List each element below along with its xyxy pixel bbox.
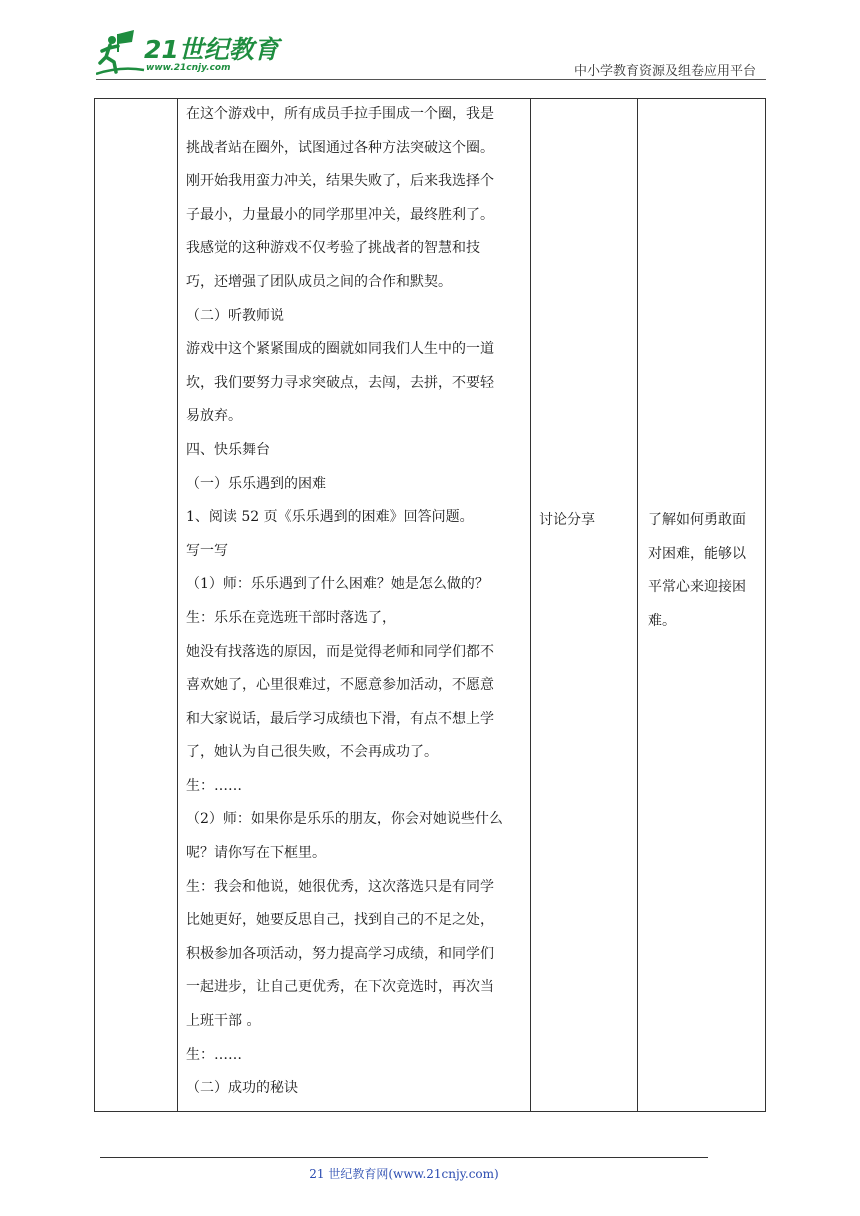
text-line: 比她更好，她要反思自己，找到自己的不足之处， bbox=[186, 912, 494, 929]
table-cell-activity bbox=[539, 504, 629, 538]
text-line: 生：…… bbox=[186, 1046, 242, 1063]
text-line: 平常心来迎接困 bbox=[648, 579, 746, 596]
text-line: 上班干部 。 bbox=[186, 1013, 261, 1030]
text-line: 在这个游戏中，所有成员手拉手围成一个圈，我是 bbox=[186, 106, 494, 122]
text-line: （二）成功的秘诀 bbox=[186, 1080, 298, 1097]
text-line: 子最小，力量最小的同学那里冲关，最终胜利了。 bbox=[186, 206, 494, 223]
text-line: 坎，我们要努力寻求突破点，去闯，去拼，不要轻 bbox=[186, 374, 494, 391]
text-line: 刚开始我用蛮力冲关，结果失败了，后来我选择个 bbox=[186, 173, 494, 190]
page-header bbox=[0, 0, 860, 90]
text-line: （1）师：乐乐遇到了什么困难？她是怎么做的？ bbox=[186, 576, 489, 593]
logo-url: www.21cnjy.com bbox=[146, 63, 231, 73]
activity-text: 讨论分享 bbox=[539, 512, 595, 528]
text-line: 生：…… bbox=[186, 777, 242, 794]
text-line: 难。 bbox=[648, 612, 676, 629]
table-column-divider bbox=[177, 98, 178, 1112]
table-column-divider bbox=[530, 98, 531, 1112]
site-logo[interactable] bbox=[96, 30, 279, 80]
text-line: 积极参加各项活动，努力提高学习成绩，和同学们 bbox=[186, 945, 494, 962]
table-cell-content bbox=[186, 98, 526, 1106]
text-line: 易放弃。 bbox=[186, 408, 242, 425]
text-line: 写一写 bbox=[186, 542, 228, 559]
text-line: 呢？请你写在下框里。 bbox=[186, 845, 326, 862]
table-cell-intent bbox=[648, 504, 763, 638]
text-line: 巧，还增强了团队成员之间的合作和默契。 bbox=[186, 273, 452, 290]
text-line: 生：我会和他说，她很优秀，这次落选只是有同学 bbox=[186, 878, 494, 895]
text-line: 生：乐乐在竞选班干部时落选了， bbox=[186, 609, 396, 626]
text-line: 挑战者站在圈外，试图通过各种方法突破这个圈。 bbox=[186, 139, 494, 156]
header-divider bbox=[96, 79, 766, 80]
text-line: （2）师：如果你是乐乐的朋友，你会对她说些什么 bbox=[186, 811, 503, 828]
text-line: 我感觉的这种游戏不仅考验了挑战者的智慧和技 bbox=[186, 240, 480, 257]
platform-title: 中小学教育资源及组卷应用平台 bbox=[573, 64, 756, 79]
footer-link[interactable]: 21 世纪教育网(www.21cnjy.com) bbox=[309, 1167, 499, 1181]
text-line: 了解如何勇敢面 bbox=[648, 512, 746, 528]
text-line: 和大家说话，最后学习成绩也下滑，有点不想上学 bbox=[186, 710, 494, 727]
text-line: 四、快乐舞台 bbox=[186, 441, 270, 458]
footer-divider bbox=[100, 1157, 708, 1158]
text-line: 一起进步，让自己更优秀，在下次竞选时，再次当 bbox=[186, 979, 494, 996]
text-line: 游戏中这个紧紧围成的圈就如同我们人生中的一道 bbox=[186, 341, 494, 358]
text-line: 对困难，能够以 bbox=[648, 545, 746, 562]
text-line: 1、阅读 52 页《乐乐遇到的困难》回答问题。 bbox=[186, 509, 474, 526]
logo-text: 21世纪教育 bbox=[144, 35, 279, 64]
text-line: 喜欢她了，心里很难过，不愿意参加活动，不愿意 bbox=[186, 677, 494, 694]
text-line: （二）听教师说 bbox=[186, 307, 284, 324]
runner-icon bbox=[96, 30, 146, 78]
table-column-divider bbox=[637, 98, 638, 1112]
text-line: 了，她认为自己很失败，不会再成功了。 bbox=[186, 744, 438, 761]
text-line: （一）乐乐遇到的困难 bbox=[186, 475, 326, 492]
text-line: 她没有找落选的原因，而是觉得老师和同学们都不 bbox=[186, 643, 494, 660]
